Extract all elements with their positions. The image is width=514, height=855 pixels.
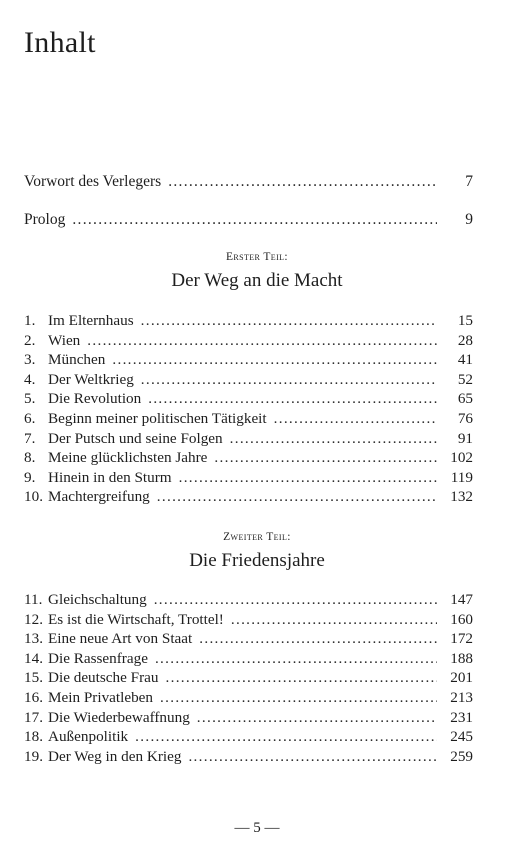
entry-label: Meine glücklichsten Jahre bbox=[48, 449, 208, 467]
entry-page: 15 bbox=[457, 312, 473, 329]
chapter-number: 19. bbox=[24, 747, 43, 765]
entry-page: 147 bbox=[450, 591, 473, 608]
chapter-number: 8. bbox=[24, 449, 36, 467]
entry-page: 65 bbox=[457, 390, 473, 408]
entry-label: Vorwort des Verlegers bbox=[24, 173, 162, 190]
dot-leader bbox=[141, 370, 437, 390]
entry-page: 213 bbox=[450, 689, 473, 706]
toc-entry bbox=[24, 311, 473, 331]
entry-label: München bbox=[48, 351, 106, 369]
toc-entry bbox=[24, 448, 473, 468]
entry-page: 172 bbox=[450, 630, 473, 648]
chapter-number: 5. bbox=[24, 390, 36, 408]
dot-leader bbox=[188, 747, 437, 767]
dot-leader bbox=[179, 468, 437, 488]
entry-label: Die Wiederbewaffnung bbox=[48, 708, 190, 726]
entry-page: 132 bbox=[450, 488, 473, 506]
dot-leader bbox=[87, 331, 437, 351]
chapter-number: 10. bbox=[24, 488, 43, 506]
toc-entry bbox=[24, 468, 473, 488]
chapter-number: 2. bbox=[24, 331, 36, 349]
page-title: Inhalt bbox=[24, 26, 96, 59]
dot-leader bbox=[157, 487, 437, 507]
toc-entry bbox=[24, 370, 473, 390]
chapter-number: 15. bbox=[24, 669, 43, 687]
entry-page: 91 bbox=[457, 429, 473, 447]
toc-entry-prolog bbox=[24, 210, 473, 230]
part-title: Die Friedensjahre bbox=[189, 550, 325, 571]
dot-leader bbox=[199, 629, 437, 649]
toc-entry bbox=[24, 389, 473, 409]
entry-label: Eine neue Art von Staat bbox=[48, 630, 193, 648]
entry-page: 245 bbox=[450, 728, 473, 746]
dot-leader bbox=[166, 668, 438, 688]
entry-label: Beginn meiner politischen Tätigkeit bbox=[48, 410, 267, 427]
chapter-number: 11. bbox=[24, 591, 43, 608]
entry-label: Prolog bbox=[24, 211, 66, 228]
dot-leader bbox=[274, 409, 437, 429]
dot-leader bbox=[155, 649, 437, 669]
entry-label: Der Weg in den Krieg bbox=[48, 747, 182, 765]
chapter-number: 16. bbox=[24, 689, 43, 706]
chapter-number: 13. bbox=[24, 630, 43, 648]
entry-label: Machtergreifung bbox=[48, 488, 150, 506]
entry-page: 201 bbox=[450, 669, 473, 687]
dot-leader bbox=[154, 590, 437, 610]
toc-entry bbox=[24, 409, 473, 429]
toc-entry bbox=[24, 708, 473, 728]
chapter-number: 9. bbox=[24, 468, 36, 486]
toc-entry-vorwort bbox=[24, 172, 473, 192]
toc-entry bbox=[24, 727, 473, 747]
page-number: — 5 — bbox=[234, 820, 280, 836]
dot-leader bbox=[214, 448, 437, 468]
entry-label: Die Revolution bbox=[48, 390, 142, 408]
entry-label: Die Rassenfrage bbox=[48, 649, 148, 667]
toc-entry bbox=[24, 688, 473, 708]
entry-page: 231 bbox=[450, 708, 473, 726]
chapter-number: 1. bbox=[24, 312, 36, 329]
entry-label: Außenpolitik bbox=[48, 728, 129, 746]
dot-leader bbox=[160, 688, 437, 708]
toc-entry bbox=[24, 590, 473, 610]
chapter-number: 7. bbox=[24, 429, 36, 447]
toc-entry bbox=[24, 331, 473, 351]
toc-entry bbox=[24, 610, 473, 630]
toc-entry bbox=[24, 350, 473, 370]
dot-leader bbox=[168, 172, 437, 192]
dot-leader bbox=[72, 210, 437, 230]
entry-label: Gleichschaltung bbox=[48, 591, 147, 608]
chapter-number: 4. bbox=[24, 370, 36, 388]
entry-page: 188 bbox=[450, 649, 473, 667]
entry-page: 160 bbox=[450, 610, 473, 628]
entry-label: Der Putsch und seine Folgen bbox=[48, 429, 223, 447]
part-title: Der Weg an die Macht bbox=[171, 270, 343, 291]
entry-label: Mein Privatleben bbox=[48, 689, 154, 706]
chapter-number: 17. bbox=[24, 708, 43, 726]
dot-leader bbox=[112, 350, 437, 370]
entry-label: Hinein in den Sturm bbox=[48, 468, 172, 486]
entry-label: Es ist die Wirtschaft, Trottel! bbox=[48, 610, 224, 628]
toc-entry bbox=[24, 668, 473, 688]
toc-entry bbox=[24, 629, 473, 649]
part-label: Erster Teil: bbox=[225, 251, 289, 263]
entry-page: 52 bbox=[457, 370, 473, 388]
chapter-number: 18. bbox=[24, 728, 43, 746]
chapter-number: 3. bbox=[24, 351, 36, 369]
toc-entry bbox=[24, 429, 473, 449]
dot-leader bbox=[141, 311, 437, 331]
part-label: Zweiter Teil: bbox=[223, 531, 291, 543]
toc-entry bbox=[24, 649, 473, 669]
entry-page: 41 bbox=[457, 351, 473, 369]
toc-entry bbox=[24, 747, 473, 767]
entry-page: 7 bbox=[465, 173, 473, 190]
toc-entry bbox=[24, 487, 473, 507]
entry-page: 102 bbox=[450, 449, 473, 467]
dot-leader bbox=[231, 610, 437, 630]
dot-leader bbox=[148, 389, 437, 409]
entry-page: 76 bbox=[457, 410, 473, 427]
entry-label: Wien bbox=[48, 331, 81, 349]
entry-label: Die deutsche Frau bbox=[48, 669, 159, 687]
entry-label: Im Elternhaus bbox=[48, 312, 134, 329]
dot-leader bbox=[135, 727, 437, 747]
entry-page: 9 bbox=[465, 211, 473, 228]
entry-label: Der Weltkrieg bbox=[48, 370, 134, 388]
entry-page: 119 bbox=[450, 468, 473, 486]
chapter-number: 6. bbox=[24, 410, 36, 427]
chapter-number: 14. bbox=[24, 649, 43, 667]
entry-page: 28 bbox=[457, 331, 473, 349]
dot-leader bbox=[230, 429, 437, 449]
chapter-number: 12. bbox=[24, 610, 43, 628]
entry-page: 259 bbox=[450, 747, 473, 765]
dot-leader bbox=[197, 708, 437, 728]
